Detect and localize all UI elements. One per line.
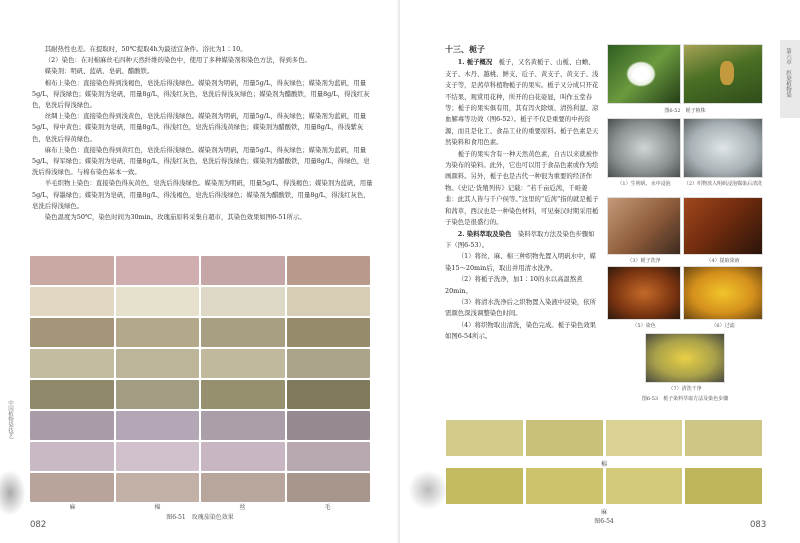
fabric-swatch: [30, 411, 114, 440]
step-caption: （2）织物放入明矾浸泡媒染后清洗: [683, 181, 763, 187]
chapter-tab-label: 第六章 织染植物染: [785, 48, 791, 98]
fabric-swatch: [201, 411, 285, 440]
gardenia-swatch-row-linen: [446, 468, 762, 504]
fabric-swatch: [526, 468, 603, 504]
step-caption: （6）过滤: [711, 323, 735, 329]
section-heading: 十三、栀子: [445, 44, 485, 54]
ink-decoration: [408, 470, 448, 510]
fabric-swatch: [446, 420, 523, 456]
step-photo-dyeing: [607, 266, 681, 320]
fabric-swatch: [201, 349, 285, 378]
fabric-swatch: [116, 287, 200, 316]
left-paragraph: 媒染剂：明矾、蓝矾、皂矾、醋酸铁。: [44, 67, 154, 76]
gardenia-flower-photo: [607, 44, 681, 104]
swatch-column-labels: [30, 502, 370, 511]
left-body-text: [32, 44, 376, 223]
fabric-swatch: [30, 473, 114, 502]
figure-caption-6-51: 图6-51 玫瑰茄染色效果: [166, 514, 234, 521]
fabric-swatch: [606, 468, 683, 504]
extraction-subheading: 2. 染料萃取及染色: [457, 229, 512, 238]
step-paragraph: （2）将栀子洗净，加1∶10的水以高温熬煮20min。: [445, 275, 583, 295]
step-photo-alum-soak: [607, 118, 681, 178]
figure-caption-6-54: 图6-54: [594, 518, 614, 525]
step-photo-rinse-clean: [645, 333, 725, 383]
left-paragraph: 麻布上染色：直接染色得到黄红色，皂洗后得浅绿色。媒染剂为明矾，用量5g/L，得灰绿色；媒染剂为蓝矾，用量5g/L，得军绿色；媒染剂为皂矾，用量8g/L，得浅红灰色，皂洗后得浅绿色；媒染剂为醋酸铁，用量8g/L，得绿色，皂洗后得浅绿色。与棉布染色基本一致。: [32, 145, 370, 177]
step-caption: （3）栀子洗净: [627, 258, 661, 264]
fabric-swatch: [201, 442, 285, 471]
left-side-label: 中国植物染技艺: [7, 400, 13, 439]
fabric-swatch: [116, 411, 200, 440]
fabric-swatch: [201, 473, 285, 502]
left-paragraph: 丝绸上染色：直接染色得到浅黄色，皂洗后得浅绿色。媒染剂为明矾，用量5g/L，得灰绿色；媒染剂为蓝矾，用量5g/L，得中黄色；媒染剂为皂矾，用量8g/L，得浅红色，皂洗后得浅黄绿色；媒染剂为醋酸铁，用量8g/L，得浅紫灰色，皂洗后得黄绿色。: [32, 112, 367, 143]
fabric-swatch: [116, 318, 200, 347]
fabric-swatch: [606, 420, 683, 456]
column-label-wool: 毛: [324, 504, 331, 511]
fabric-swatch: [116, 442, 200, 471]
step-paragraph: （4）将织物取出清洗，染色完成。栀子染色效果如图6-54所示。: [445, 320, 597, 341]
ink-decoration: [0, 470, 26, 516]
fabric-swatch: [287, 380, 371, 409]
step-caption: （1）生明矾、水中浸泡: [617, 181, 671, 187]
step-paragraph: （1）将丝、麻、棉三种织物先置入明矾水中，媒染15～20min后，取出并用清水洗净。: [445, 252, 597, 272]
fabric-swatch: [30, 287, 114, 316]
extraction-paragraph: [445, 229, 600, 252]
history-paragraph: 栀子的果实含有一种天然黄色素，自古以来就被作为染布的染料。此外，它也可以用于食品色素或作为绘画颜料。另外，栀子也是古代一种很为重要的经济作物。《史记·货殖列传》记载：“若千亩卮茜，千畦姜韭：此其人皆与千户侯等。”这里的“卮茜”指的就是栀子和茜草，西汉也是一种染色材料，可见秦汉时期采用栀子染色是很盛行的。: [445, 149, 599, 227]
step-caption: （4）提取染液: [706, 258, 740, 264]
step-photo-filter: [683, 266, 763, 320]
fabric-swatch: [287, 318, 371, 347]
left-paragraph: 棉布上染色：直接染色得到浅褐色，皂洗后得浅绿色。媒染剂为明矾，用量5g/L，得灰绿色；媒染剂为蓝矾，用量5g/L，得浅绿色；媒染剂为皂矾，用量8g/L，得浅红灰色，皂洗后得浅灰绿色；媒染剂为醋酸铁，用量8g/L，得浅红灰色，皂洗后得浅绿色。: [32, 78, 370, 110]
column-label-silk: 丝: [239, 504, 246, 511]
step-photo-extract-dye: [683, 197, 763, 255]
fabric-swatch: [201, 287, 285, 316]
roselle-swatch-grid: [30, 256, 370, 502]
fabric-swatch: [685, 468, 762, 504]
right-body-text: [445, 44, 600, 343]
step-paragraph: （3）将清水洗净后之织物置入染液中浸染，依所需颜色深浅调整染色时间。: [445, 297, 597, 318]
fabric-swatch: [30, 256, 114, 285]
figure-caption-6-52: 图6-52 栀子植株: [664, 108, 706, 114]
fabric-swatch: [287, 442, 371, 471]
row-label-linen: 麻: [600, 509, 607, 516]
fabric-swatch: [287, 256, 371, 285]
fabric-swatch: [30, 380, 114, 409]
fabric-swatch: [116, 473, 200, 502]
fabric-swatch: [116, 349, 200, 378]
left-paragraph: （2）染色：在对棉麻丝毛四种天然纤维的染色中，使用了多种媒染剂和染色方法，得到多色。: [44, 56, 311, 65]
row-label-cotton: 棉: [600, 461, 607, 468]
gardenia-overview: [445, 57, 600, 148]
right-page: [400, 0, 800, 543]
overview-text: 栀子，又名黄栀子、山栀、白蟾、支子、木丹、越桃、鲜支、卮子、黄支子、黄支子、浅支子等，是茜草科植物栀子的果实。栀子又分成只开花不结果、观赏用花种，所开的白花姿显，叫作玉堂春等；栀子的果实俱有用，其有泻火除烦、清热利湿、凉血解毒等功效（图6-52）。栀子不仅是重要的中药资源，而且是化工、食品工业的重要原料。栀子色素是天然染料和食用色素。: [445, 58, 599, 147]
fabric-swatch: [201, 256, 285, 285]
column-label-cotton: 棉: [154, 504, 161, 511]
left-paragraph: 羊毛织物上染色：直接染色得灰黄色，皂洗后得浅绿色。媒染剂为明矾，用量5g/L，得浅褐色；媒染剂为蓝矾，用量5g/L，得墨绿色；媒染剂为皂矾，用量8g/L，得浅褐色，皂洗后得浅绿色；媒染剂为醋酸铁，用量8g/L，得浅红灰色，皂洗后得浅绿色。: [32, 179, 373, 210]
fabric-swatch: [116, 256, 200, 285]
fabric-swatch: [201, 380, 285, 409]
fabric-swatch: [685, 420, 762, 456]
extraction-text: 染料萃取方法及染色步骤如下（图6-53）。: [445, 229, 595, 249]
fabric-swatch: [446, 468, 523, 504]
figure-caption-6-53: 图6-53 栀子染料萃取方法及染色步骤: [641, 396, 729, 402]
fabric-swatch: [30, 349, 114, 378]
column-label-linen: 麻: [69, 504, 76, 511]
left-paragraph: 染色温度为50℃，染色时间为30min。玫瑰茄原料采集自超市，其染色效果如图6-51所示。: [44, 213, 306, 222]
page-number-right: 083: [750, 520, 767, 530]
fabric-swatch: [116, 380, 200, 409]
fabric-swatch: [287, 349, 371, 378]
fabric-swatch: [30, 442, 114, 471]
overview-subheading: 1. 栀子概况: [457, 58, 493, 67]
step-photo-wash-gardenia: [607, 197, 681, 255]
fabric-swatch: [201, 318, 285, 347]
step-caption: （5）染色: [632, 323, 656, 329]
gardenia-fruit-photo: [683, 44, 763, 104]
fabric-swatch: [287, 473, 371, 502]
gardenia-swatch-row-cotton: [446, 420, 762, 456]
fabric-swatch: [287, 411, 371, 440]
fabric-swatch: [30, 318, 114, 347]
fabric-swatch: [287, 287, 371, 316]
page-number-left: 082: [30, 520, 47, 530]
fabric-swatch: [526, 420, 603, 456]
left-paragraph: 其耐热性也差。在提取时，50℃提取4h为最适宜条件。浴比为1∶10。: [44, 45, 247, 53]
step-caption: （7）清洗干净: [668, 386, 702, 392]
step-photo-mordant-rinse: [683, 118, 763, 178]
